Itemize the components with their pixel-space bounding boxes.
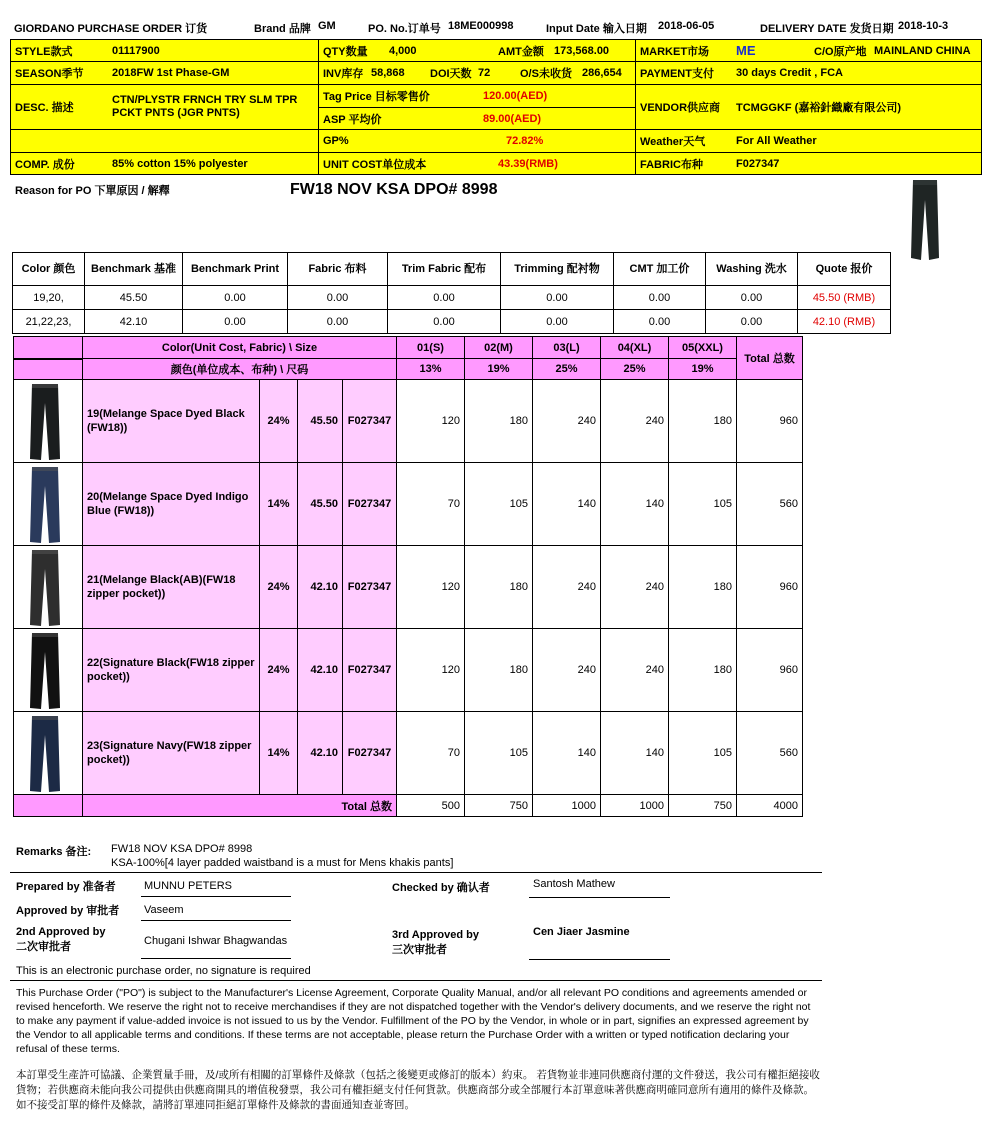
- fabric-value: F027347: [736, 158, 780, 170]
- unit-cost-label: UNIT COST单位成本: [323, 159, 427, 171]
- third-approved-value: Cen Jiaer Jasmine: [533, 926, 630, 938]
- cost-cell: 42.10: [84, 310, 182, 334]
- cost-header-7: Washing 洗水: [705, 252, 797, 286]
- size-qty-cell: 180: [668, 546, 736, 629]
- size-qty-cell: 180: [668, 629, 736, 712]
- os-value: 286,654: [582, 67, 622, 79]
- cost-cell: 0.00: [613, 310, 705, 334]
- cost-header-8: Quote 报价: [797, 252, 890, 286]
- remarks-line-1: FW18 NOV KSA DPO# 8998: [111, 843, 253, 855]
- unit-cost-value: 43.39(RMB): [498, 158, 558, 170]
- cost-cell: 42.10 (RMB): [797, 310, 890, 334]
- desc-value: CTN/PLYSTR FRNCH TRY SLM TPR PCKT PNTS (JGR PNTS): [112, 94, 298, 119]
- color-fabric: F027347: [342, 380, 396, 463]
- electronic-note: This is an electronic purchase order, no signature is required: [16, 965, 311, 977]
- color-percent: 24%: [259, 546, 297, 629]
- cost-header-2: Benchmark Print: [182, 252, 287, 286]
- delivery-date-label: DELIVERY DATE 发货日期: [760, 23, 894, 35]
- cost-cell: 0.00: [500, 310, 613, 334]
- market-value: ME: [736, 43, 756, 58]
- size-qty-cell: 70: [396, 463, 464, 546]
- size-total: 1000: [532, 795, 600, 817]
- cost-header-0: Color 颜色: [12, 252, 84, 286]
- grand-total-label: Total 总数: [82, 795, 396, 817]
- cost-cell: 0.00: [500, 286, 613, 310]
- size-qty-cell: 105: [668, 712, 736, 795]
- cost-cell: 0.00: [613, 286, 705, 310]
- terms-chinese: 本訂單受生產許可協議、企業質量手冊，及/或所有相關的訂單條件及條款（包括之後變更或修訂的版本）約束。 若貨物並非連同供應商付運的文件發送，我公司有權拒絕接收貨物；若供應商未能向我公司提供由供應商開具的增值稅發票，我公司有權拒絕支付任何貨款。供應商部分或全部履行本訂單意味著供應商明確同意所有適用的條件及條款。如不接受訂單的條件及條款，請將訂單連同拒絕訂單條件及條款的書面通知查並寄回。: [16, 1069, 820, 1111]
- size-header-2: 03(L): [532, 336, 600, 358]
- weather-value: For All Weather: [736, 135, 817, 147]
- size-qty-cell: 105: [668, 463, 736, 546]
- third-approved-label-en: 3rd Approved by: [392, 929, 479, 941]
- color-name: 23(Signature Navy(FW18 zipper pocket)): [82, 712, 259, 795]
- comp-value: 85% cotton 15% polyester: [112, 158, 248, 170]
- color-unit-cost: 42.10: [297, 629, 342, 712]
- origin-value: MAINLAND CHINA: [874, 44, 971, 57]
- size-header-3: 04(XL): [600, 336, 668, 358]
- season-label: SEASON季节: [15, 68, 84, 80]
- cost-header-6: CMT 加工价: [613, 252, 705, 286]
- pants-thumbnail-icon: [27, 715, 63, 793]
- third-approved-label-cn: 三次审批者: [392, 944, 447, 956]
- tag-price-value: 120.00(AED): [483, 90, 548, 102]
- cost-cell: 0.00: [182, 310, 287, 334]
- size-header-1: 02(M): [464, 336, 532, 358]
- second-approved-value: Chugani Ishwar Bhagwandas: [144, 935, 288, 947]
- size-qty-cell: 180: [464, 629, 532, 712]
- amt-label: AMT金额: [498, 45, 544, 58]
- cost-cell: 0.00: [705, 310, 797, 334]
- color-unit-cost: 42.10: [297, 546, 342, 629]
- row-total: 960: [736, 380, 803, 463]
- desc-label: DESC. 描述: [15, 102, 74, 114]
- color-fabric: F027347: [342, 546, 396, 629]
- size-qty-cell: 180: [464, 380, 532, 463]
- pants-thumbnail-icon: [27, 632, 63, 710]
- doi-value: 72: [478, 67, 491, 79]
- reason-title: FW18 NOV KSA DPO# 8998: [290, 181, 498, 198]
- size-qty-cell: 140: [600, 712, 668, 795]
- size-qty-cell: 140: [600, 463, 668, 546]
- total-header: Total 总数: [736, 336, 803, 380]
- color-unit-cost: 45.50: [297, 380, 342, 463]
- season-value: 2018FW 1st Phase-GM: [112, 67, 230, 79]
- size-ratio-2: 25%: [532, 358, 600, 380]
- fabric-label: FABRIC布种: [640, 159, 703, 171]
- color-size-header-en: Color(Unit Cost, Fabric) \ Size: [82, 336, 396, 358]
- color-name: 20(Melange Space Dyed Indigo Blue (FW18)): [82, 463, 259, 546]
- os-label: O/S未收货: [520, 68, 572, 80]
- row-total: 560: [736, 712, 803, 795]
- size-qty-cell: 105: [464, 712, 532, 795]
- asp-label: ASP 平均价: [323, 113, 382, 126]
- product-thumbnail-icon: [908, 178, 942, 262]
- prepared-by-label: Prepared by 准备者: [16, 881, 116, 893]
- prepared-by-value: MUNNU PETERS: [144, 880, 233, 892]
- cost-header-4: Trim Fabric 配布: [387, 252, 500, 286]
- size-qty-cell: 240: [600, 380, 668, 463]
- cost-cell: 0.00: [287, 286, 387, 310]
- cost-cell: 0.00: [182, 286, 287, 310]
- payment-value: 30 days Credit , FCA: [736, 67, 843, 79]
- doi-label: DOI天数: [430, 68, 472, 80]
- size-qty-cell: 180: [668, 380, 736, 463]
- second-approved-label-en: 2nd Approved by: [16, 926, 106, 938]
- brand-value: GM: [318, 20, 336, 32]
- brand-label: Brand 品牌: [254, 23, 311, 35]
- size-qty-cell: 240: [532, 380, 600, 463]
- cost-cell: 19,20,: [12, 286, 84, 310]
- cost-header-1: Benchmark 基准: [84, 252, 182, 286]
- pants-thumbnail-icon: [27, 549, 63, 627]
- vendor-value: TCMGGKF (嘉裕針織廠有限公司): [736, 102, 901, 114]
- delivery-date-value: 2018-10-3: [898, 20, 949, 32]
- inv-value: 58,868: [371, 67, 405, 79]
- cost-cell: 45.50 (RMB): [797, 286, 890, 310]
- remarks-label: Remarks 备注:: [16, 846, 92, 858]
- approved-by-label: Approved by 审批者: [16, 905, 120, 917]
- terms-english: This Purchase Order ("PO") is subject to the Manufacturer's License Agreement, Corporate Quality Manual, and/or all relevant PO conditions and agreements amended or revised henceforth. We reserve the right not to receive merchandises if they are not dispatched together with the Vendor's delivery documents, and we reserve the right not to make any payment if value-added invoice is not issued to us by the Vendor. Fulfillment of the PO by the Vendor, in whole or in part, signifies an expressed agreement by the Vendor to all applicable terms and conditions. If these terms are not acceptable, please return the Purchase Order with a written or typed notification declaring your refusal of these terms.: [16, 987, 811, 1055]
- checked-by-value: Santosh Mathew: [533, 878, 615, 890]
- size-qty-cell: 70: [396, 712, 464, 795]
- tag-price-label: Tag Price 目标零售价: [323, 91, 430, 103]
- cost-cell: 21,22,23,: [12, 310, 84, 334]
- size-qty-cell: 240: [600, 629, 668, 712]
- color-name: 22(Signature Black(FW18 zipper pocket)): [82, 629, 259, 712]
- size-qty-cell: 120: [396, 629, 464, 712]
- color-percent: 24%: [259, 629, 297, 712]
- size-qty-cell: 240: [600, 546, 668, 629]
- size-qty-cell: 140: [532, 463, 600, 546]
- asp-value: 89.00(AED): [483, 112, 542, 125]
- size-ratio-1: 19%: [464, 358, 532, 380]
- input-date-value: 2018-06-05: [658, 20, 715, 32]
- color-fabric: F027347: [342, 463, 396, 546]
- style-value: 01117900: [112, 44, 160, 57]
- comp-label: COMP. 成份: [15, 159, 75, 171]
- cost-header-3: Fabric 布料: [287, 252, 387, 286]
- cost-header-5: Trimming 配衬物: [500, 252, 613, 286]
- weather-label: Weather天气: [640, 136, 706, 148]
- size-qty-cell: 140: [532, 712, 600, 795]
- cost-cell: 0.00: [705, 286, 797, 310]
- color-fabric: F027347: [342, 629, 396, 712]
- market-label: MARKET市场: [640, 45, 710, 58]
- payment-label: PAYMENT支付: [640, 68, 714, 80]
- remarks-line-2: KSA-100%[4 layer padded waistband is a must for Mens khakis pants]: [111, 857, 454, 869]
- size-total: 750: [464, 795, 532, 817]
- size-qty-cell: 180: [464, 546, 532, 629]
- second-approved-label-cn: 二次审批者: [16, 941, 71, 953]
- checked-by-label: Checked by 确认者: [392, 882, 490, 894]
- color-percent: 24%: [259, 380, 297, 463]
- size-total: 1000: [600, 795, 668, 817]
- size-qty-cell: 240: [532, 629, 600, 712]
- cost-cell: 0.00: [387, 286, 500, 310]
- origin-label: C/O原产地: [814, 45, 867, 58]
- size-total: 500: [396, 795, 464, 817]
- vendor-label: VENDOR供应商: [640, 102, 721, 114]
- size-qty-cell: 105: [464, 463, 532, 546]
- color-unit-cost: 42.10: [297, 712, 342, 795]
- size-qty-cell: 120: [396, 380, 464, 463]
- color-unit-cost: 45.50: [297, 463, 342, 546]
- row-total: 560: [736, 463, 803, 546]
- size-total: 750: [668, 795, 736, 817]
- company-title: GIORDANO PURCHASE ORDER 订货: [14, 23, 208, 35]
- cost-cell: 45.50: [84, 286, 182, 310]
- qty-label: QTY数量: [323, 45, 368, 58]
- size-ratio-4: 19%: [668, 358, 736, 380]
- gp-value: 72.82%: [506, 135, 544, 147]
- color-name: 21(Melange Black(AB)(FW18 zipper pocket)): [82, 546, 259, 629]
- po-number: 18ME000998: [448, 20, 514, 32]
- size-qty-cell: 240: [532, 546, 600, 629]
- input-date-label: Input Date 输入日期: [546, 23, 647, 35]
- approved-by-value: Vaseem: [144, 904, 184, 916]
- size-qty-cell: 120: [396, 546, 464, 629]
- size-ratio-3: 25%: [600, 358, 668, 380]
- inv-label: INV库存: [323, 68, 364, 80]
- row-total: 960: [736, 629, 803, 712]
- cost-cell: 0.00: [387, 310, 500, 334]
- pants-thumbnail-icon: [27, 466, 63, 544]
- color-fabric: F027347: [342, 712, 396, 795]
- style-label: STYLE款式: [15, 45, 73, 58]
- cost-cell: 0.00: [287, 310, 387, 334]
- grand-total-value: 4000: [736, 795, 803, 817]
- size-header-0: 01(S): [396, 336, 464, 358]
- color-size-header-cn: 颜色(单位成本、布种) \ 尺码: [82, 358, 396, 380]
- amt-value: 173,568.00: [554, 44, 610, 57]
- color-name: 19(Melange Space Dyed Black (FW18)): [82, 380, 259, 463]
- pants-thumbnail-icon: [27, 383, 63, 461]
- gp-label: GP%: [323, 135, 349, 147]
- qty-value: 4,000: [389, 44, 417, 57]
- row-total: 960: [736, 546, 803, 629]
- po-label: PO. No.订单号: [368, 23, 441, 35]
- color-percent: 14%: [259, 712, 297, 795]
- color-percent: 14%: [259, 463, 297, 546]
- size-header-4: 05(XXL): [668, 336, 736, 358]
- reason-label: Reason for PO 下單原因 / 解釋: [15, 185, 170, 197]
- size-ratio-0: 13%: [396, 358, 464, 380]
